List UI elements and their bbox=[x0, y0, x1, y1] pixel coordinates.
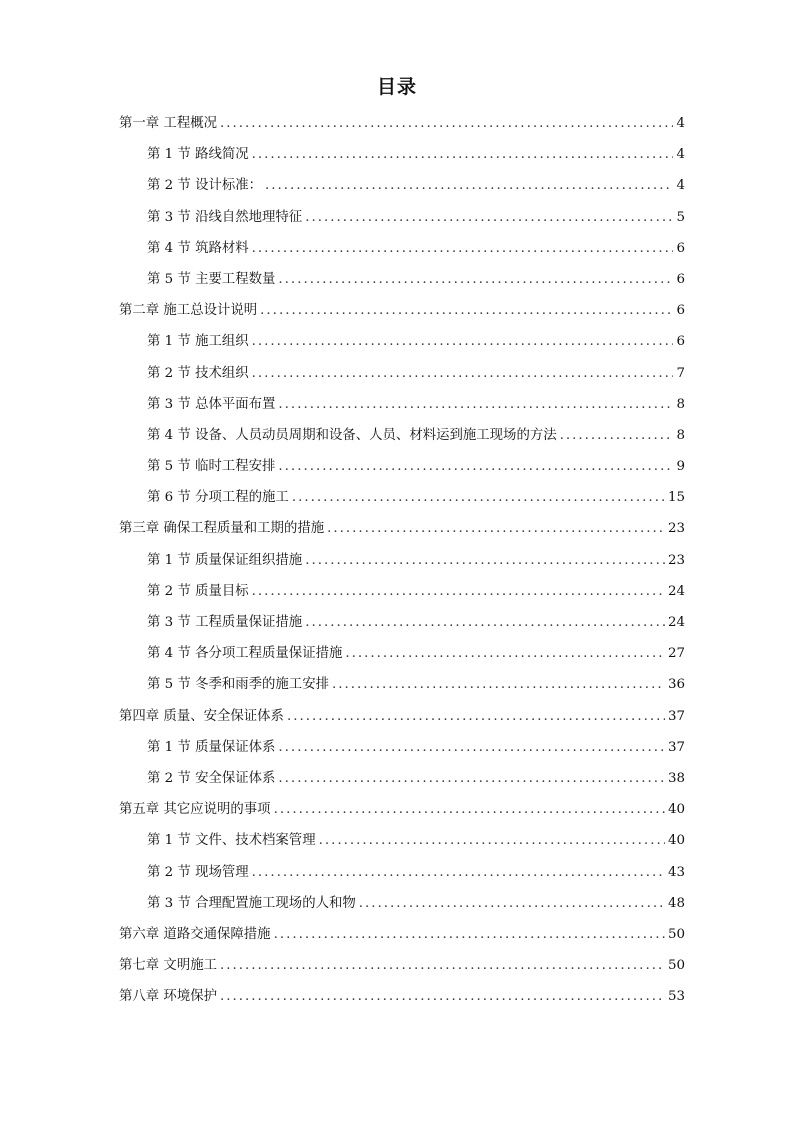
dot-leader bbox=[252, 576, 665, 607]
toc-section-entry[interactable] bbox=[119, 857, 685, 888]
toc-chapter-entry[interactable] bbox=[119, 295, 685, 326]
toc-page-number: 53 bbox=[667, 989, 685, 1005]
toc-entry-label: 第 4 节 筑路材料 bbox=[147, 240, 249, 256]
toc-page-number: 15 bbox=[667, 490, 685, 506]
toc-page-number: 6 bbox=[676, 303, 685, 319]
toc-entry-label: 第 3 节 合理配置施工现场的人和物 bbox=[147, 895, 356, 911]
toc-entry-label: 第七章 文明施工 bbox=[119, 958, 217, 974]
toc-entry-label: 第一章 工程概况 bbox=[119, 116, 217, 131]
dot-leader bbox=[319, 825, 665, 856]
dot-leader bbox=[274, 794, 665, 825]
dot-leader bbox=[278, 451, 673, 482]
dot-leader bbox=[327, 513, 665, 544]
toc-entry-label: 第 1 节 施工组织 bbox=[147, 334, 249, 350]
toc-section-entry[interactable] bbox=[119, 888, 685, 919]
toc-section-entry[interactable] bbox=[119, 763, 685, 794]
toc-entry-label: 第 4 节 设备、人员动员周期和设备、人员、材料运到施工现场的方法 bbox=[147, 427, 557, 443]
toc-chapter-entry[interactable] bbox=[119, 794, 685, 825]
toc-chapter-entry[interactable] bbox=[119, 108, 685, 139]
toc-page-number: 43 bbox=[667, 864, 685, 880]
toc-section-entry[interactable] bbox=[119, 420, 685, 451]
dot-leader bbox=[345, 638, 665, 669]
dot-leader bbox=[359, 888, 665, 919]
toc-section-entry[interactable] bbox=[119, 170, 685, 201]
toc-page-number: 9 bbox=[676, 459, 685, 475]
toc-page-number: 4 bbox=[676, 178, 685, 194]
dot-leader bbox=[220, 108, 673, 139]
toc-entry-label: 第二章 施工总设计说明 bbox=[119, 303, 258, 319]
toc-section-entry[interactable] bbox=[119, 545, 685, 576]
toc-entry-label: 第 3 节 工程质量保证措施 bbox=[147, 615, 303, 630]
dot-leader bbox=[278, 389, 673, 420]
toc-section-entry[interactable] bbox=[119, 638, 685, 669]
toc-entry-label: 第 6 节 分项工程的施工 bbox=[147, 490, 289, 506]
toc-section-entry[interactable] bbox=[119, 233, 685, 264]
toc-page-number: 8 bbox=[676, 396, 685, 412]
table-of-contents bbox=[119, 108, 685, 1012]
dot-leader bbox=[265, 170, 673, 201]
toc-page-number: 8 bbox=[676, 427, 685, 443]
toc-page-number: 7 bbox=[676, 365, 685, 381]
page-title: 目录 bbox=[376, 76, 417, 98]
toc-entry-label: 第 5 节 临时工程安排 bbox=[147, 459, 276, 475]
dot-leader bbox=[252, 358, 674, 389]
toc-entry-label: 第三章 确保工程质量和工期的措施 bbox=[119, 521, 325, 537]
toc-page-number: 50 bbox=[667, 958, 685, 974]
toc-page-number: 6 bbox=[676, 240, 685, 256]
toc-entry-label: 第 3 节 总体平面布置 bbox=[147, 396, 276, 412]
toc-entry-label: 第 1 节 质量保证体系 bbox=[147, 739, 276, 755]
toc-chapter-entry[interactable] bbox=[119, 981, 685, 1012]
toc-entry-label: 第八章 环境保护 bbox=[119, 989, 217, 1005]
dot-leader bbox=[305, 202, 673, 233]
dot-leader bbox=[252, 139, 674, 170]
toc-entry-label: 第四章 质量、安全保证体系 bbox=[119, 708, 284, 724]
toc-section-entry[interactable] bbox=[119, 482, 685, 513]
dot-leader bbox=[305, 607, 665, 638]
toc-section-entry[interactable] bbox=[119, 389, 685, 420]
toc-entry-label: 第 1 节 质量保证组织措施 bbox=[147, 552, 303, 568]
toc-section-entry[interactable] bbox=[119, 264, 685, 295]
toc-entry-label: 第 1 节 路线简况 bbox=[147, 147, 249, 163]
toc-entry-label: 第 1 节 文件、技术档案管理 bbox=[147, 833, 316, 849]
toc-chapter-entry[interactable] bbox=[119, 701, 685, 732]
toc-page-number: 40 bbox=[667, 833, 685, 849]
toc-page-number: 4 bbox=[676, 116, 685, 131]
toc-page-number: 24 bbox=[667, 615, 685, 630]
toc-page-number: 48 bbox=[667, 895, 685, 911]
toc-page-number: 38 bbox=[667, 770, 685, 786]
dot-leader bbox=[278, 732, 665, 763]
toc-entry-label: 第 5 节 主要工程数量 bbox=[147, 271, 276, 287]
toc-entry-label: 第 2 节 设计标准： bbox=[147, 178, 263, 194]
dot-leader bbox=[260, 295, 673, 326]
dot-leader bbox=[252, 857, 665, 888]
toc-entry-label: 第 2 节 质量目标 bbox=[147, 583, 249, 599]
toc-page-number: 40 bbox=[667, 802, 685, 818]
toc-page-number: 37 bbox=[667, 708, 685, 724]
toc-entry-label: 第 3 节 沿线自然地理特征 bbox=[147, 209, 303, 225]
toc-entry-label: 第 5 节 冬季和雨季的施工安排 bbox=[147, 677, 329, 693]
toc-section-entry[interactable] bbox=[119, 326, 685, 357]
dot-leader bbox=[560, 420, 674, 451]
toc-entry-label: 第五章 其它应说明的事项 bbox=[119, 802, 271, 818]
toc-page-number: 6 bbox=[676, 334, 685, 350]
toc-chapter-entry[interactable] bbox=[119, 919, 685, 950]
toc-section-entry[interactable] bbox=[119, 139, 685, 170]
toc-entry-label: 第 2 节 安全保证体系 bbox=[147, 770, 276, 786]
toc-page-number: 6 bbox=[676, 271, 685, 287]
dot-leader bbox=[305, 545, 665, 576]
toc-section-entry[interactable] bbox=[119, 607, 685, 638]
toc-page-number: 23 bbox=[667, 521, 685, 537]
toc-entry-label: 第 2 节 技术组织 bbox=[147, 365, 249, 381]
toc-entry-label: 第 2 节 现场管理 bbox=[147, 864, 249, 880]
dot-leader bbox=[332, 669, 665, 700]
toc-page-number: 23 bbox=[667, 552, 685, 568]
toc-section-entry[interactable] bbox=[119, 825, 685, 856]
dot-leader bbox=[287, 701, 665, 732]
toc-section-entry[interactable] bbox=[119, 202, 685, 233]
toc-page-number: 27 bbox=[667, 646, 685, 662]
toc-page-number: 37 bbox=[667, 739, 685, 755]
toc-page-number: 24 bbox=[667, 583, 685, 599]
toc-page-number: 36 bbox=[667, 677, 685, 693]
toc-chapter-entry[interactable] bbox=[119, 513, 685, 544]
toc-page-number: 4 bbox=[676, 147, 685, 163]
dot-leader bbox=[252, 326, 674, 357]
toc-entry-label: 第六章 道路交通保障措施 bbox=[119, 926, 271, 942]
dot-leader bbox=[278, 264, 673, 295]
toc-chapter-entry[interactable] bbox=[119, 950, 685, 981]
toc-section-entry[interactable] bbox=[119, 732, 685, 763]
toc-page-number: 50 bbox=[667, 926, 685, 942]
toc-section-entry[interactable] bbox=[119, 576, 685, 607]
dot-leader bbox=[220, 981, 665, 1012]
dot-leader bbox=[278, 763, 665, 794]
toc-section-entry[interactable] bbox=[119, 358, 685, 389]
toc-entry-label: 第 4 节 各分项工程质量保证措施 bbox=[147, 646, 343, 662]
toc-section-entry[interactable] bbox=[119, 451, 685, 482]
dot-leader bbox=[292, 482, 665, 513]
toc-section-entry[interactable] bbox=[119, 669, 685, 700]
dot-leader bbox=[220, 950, 665, 981]
dot-leader bbox=[252, 233, 674, 264]
dot-leader bbox=[274, 919, 665, 950]
toc-page-number: 5 bbox=[676, 209, 685, 225]
